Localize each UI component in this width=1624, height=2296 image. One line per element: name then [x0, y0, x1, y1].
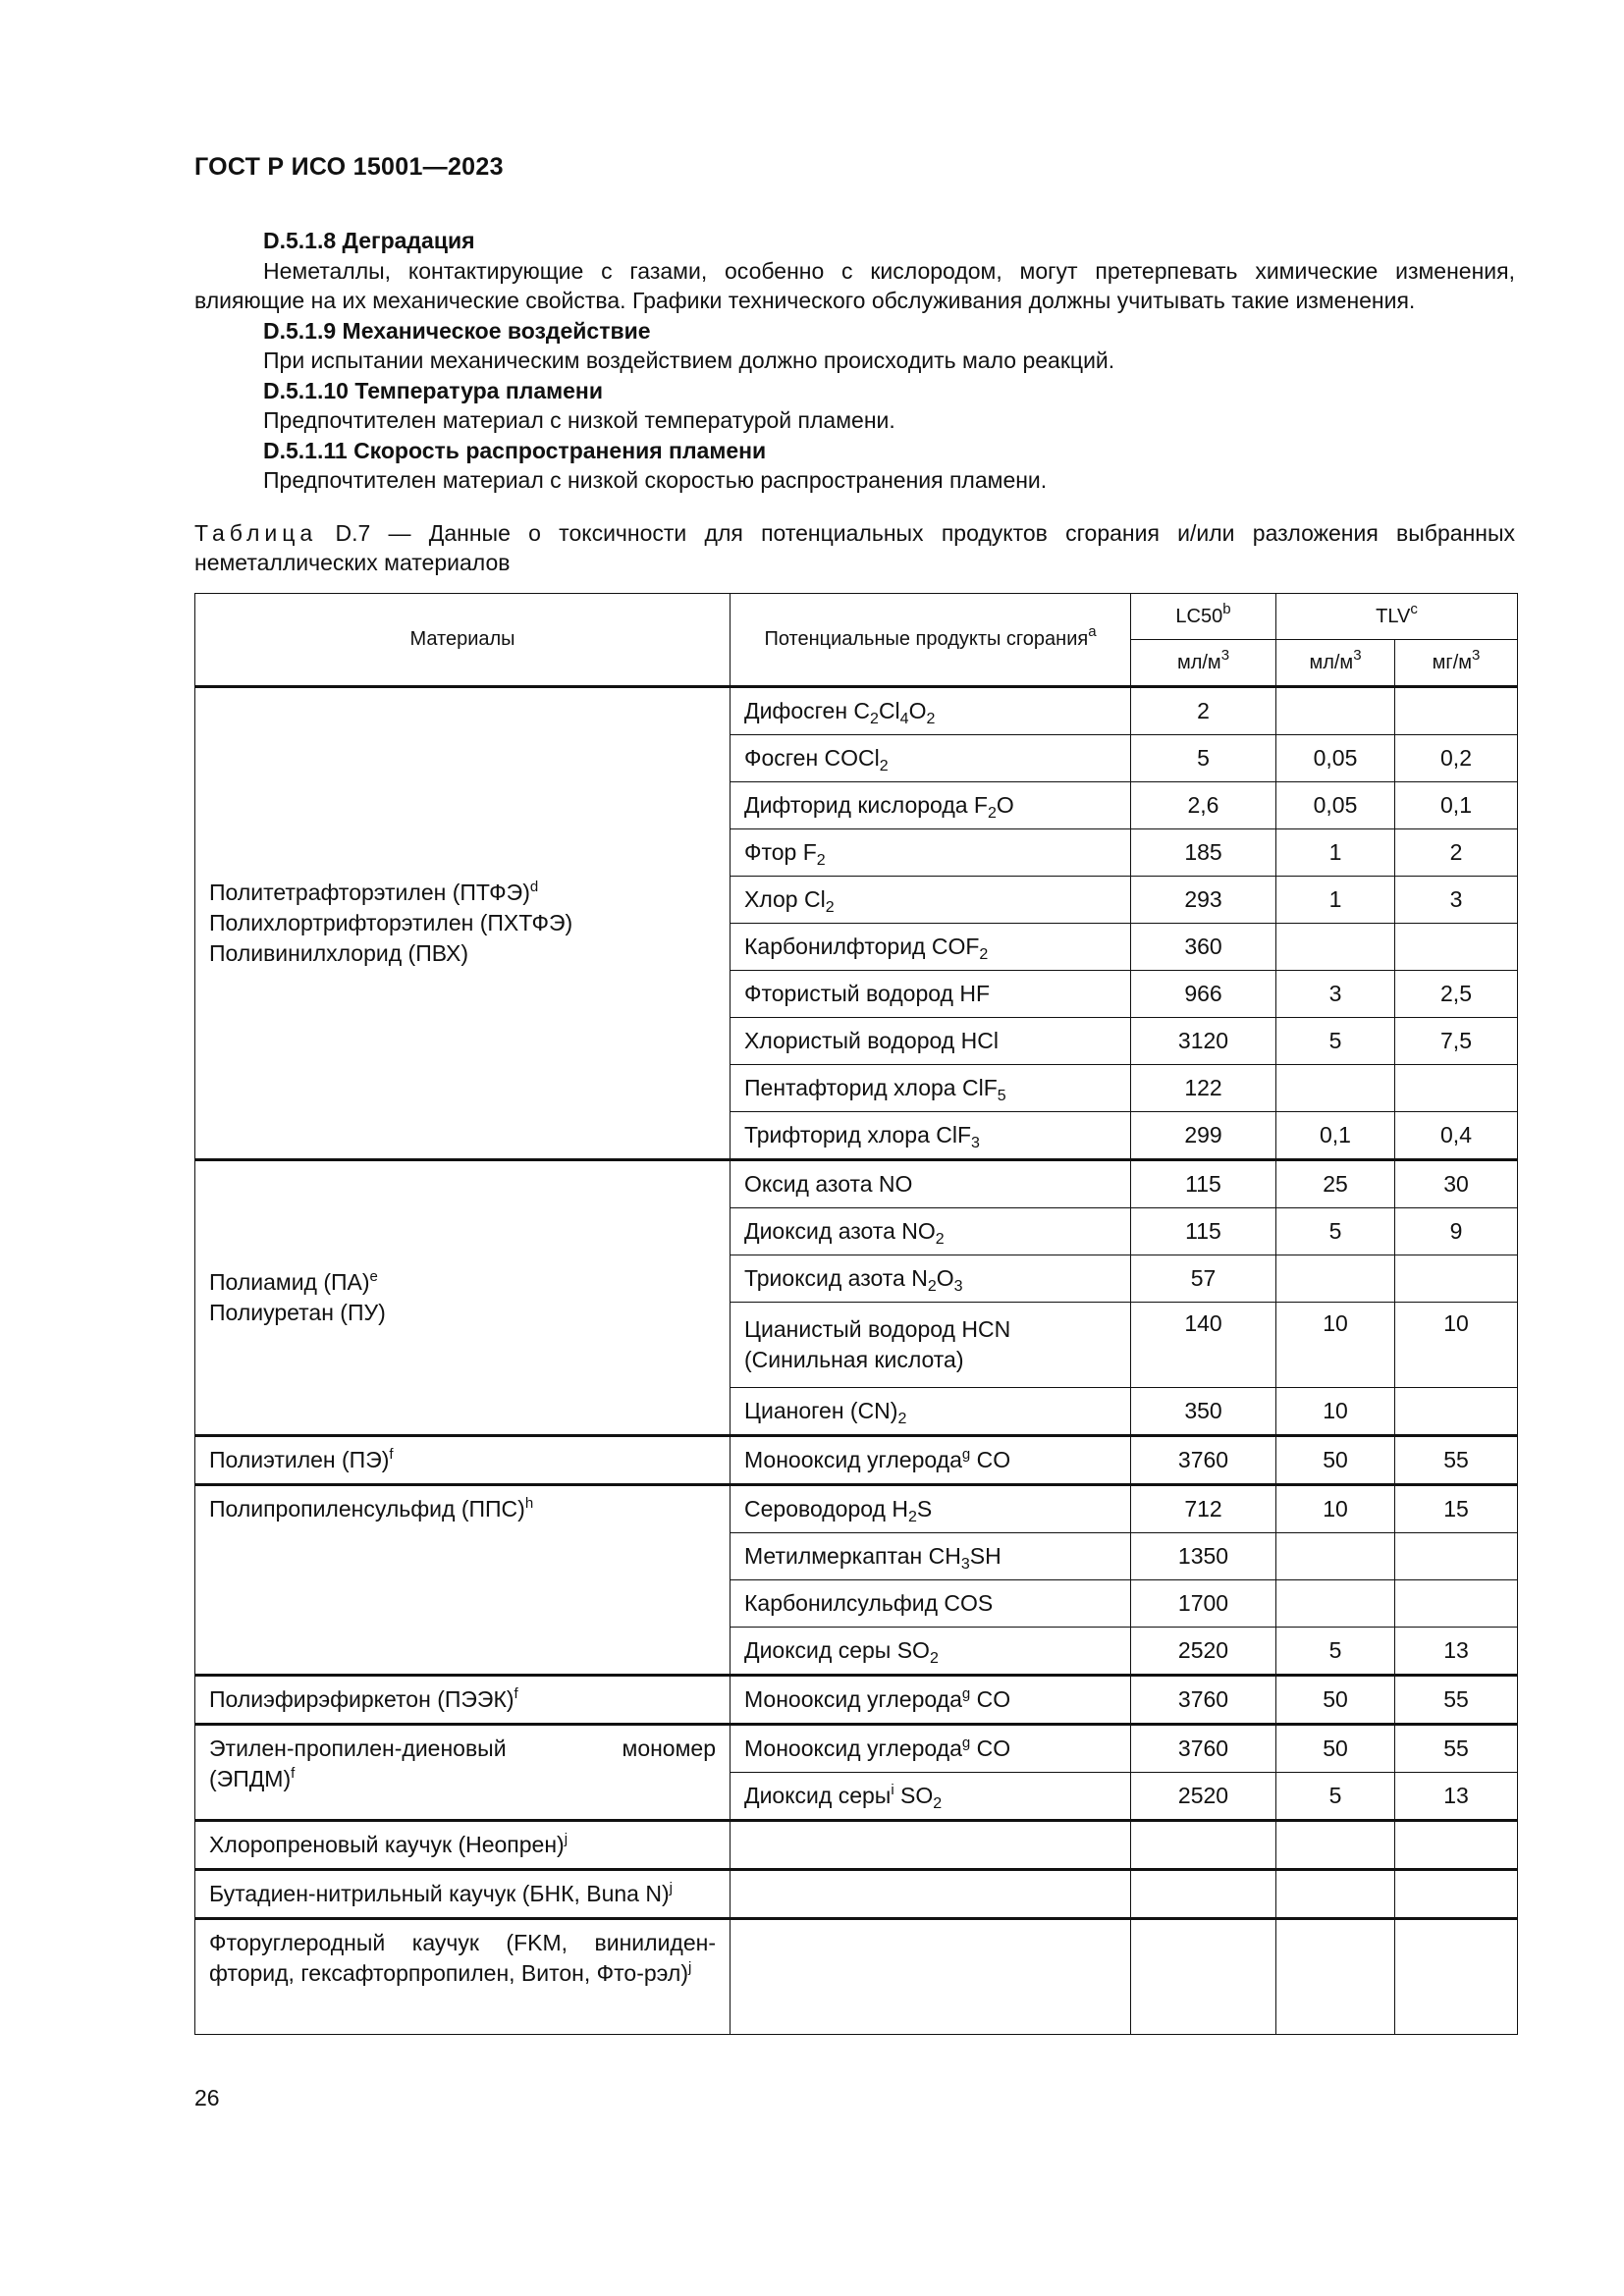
- product-cell: Триоксид азота $N_2O_3$: [731, 1255, 1131, 1303]
- value-cell-lc: 299: [1131, 1112, 1276, 1160]
- product-cell: Оксид азота NO: [731, 1160, 1131, 1208]
- value-cell-lc: 5: [1131, 735, 1276, 782]
- value-cell-lc: 115: [1131, 1160, 1276, 1208]
- material-cell: Бутадиен-нитрильный каучук (БНК, Buna N)$^j$: [195, 1870, 731, 1919]
- value-cell-lc: 1700: [1131, 1580, 1276, 1628]
- material-cell: Полиэтилен (ПЭ)$^f$: [195, 1436, 731, 1485]
- product-cell: Диоксид серы $SO_2$: [731, 1628, 1131, 1676]
- value-cell-ml: 10: [1276, 1485, 1395, 1533]
- material-cell: Полипропиленсульфид (ППС)$^h$: [195, 1485, 731, 1676]
- header-lc50: LC50$^b$: [1131, 594, 1276, 640]
- value-cell-ml: [1276, 1580, 1395, 1628]
- empty-cell: [1131, 1870, 1276, 1919]
- value-cell-ml: [1276, 1255, 1395, 1303]
- section-heading-flame-temp: D.5.1.10 Температура пламени: [263, 377, 603, 403]
- text-section: [194, 226, 1515, 496]
- value-cell-mg: 0,1: [1395, 782, 1518, 829]
- product-cell: Хлор $Cl_2$: [731, 877, 1131, 924]
- value-cell-mg: 3: [1395, 877, 1518, 924]
- empty-cell: [1276, 1821, 1395, 1870]
- value-cell-mg: 55: [1395, 1725, 1518, 1773]
- product-cell: Дифосген $C_2Cl_4O_2$: [731, 687, 1131, 735]
- table-row: [195, 1160, 1518, 1208]
- value-cell-ml: 50: [1276, 1725, 1395, 1773]
- value-cell-lc: 1350: [1131, 1533, 1276, 1580]
- value-cell-mg: [1395, 1065, 1518, 1112]
- product-cell: Фтористый водород HF: [731, 971, 1131, 1018]
- section-text-degradation: Неметаллы, контактирующие с газами, особенно с кислородом, могут претерпевать химические изменения, влияющие на их механические свойства. Графики технического обслуживания должны учитывать такие изменения.: [194, 257, 1515, 313]
- value-cell-ml: 10: [1276, 1388, 1395, 1436]
- empty-cell: [731, 1821, 1131, 1870]
- empty-cell: [1131, 1821, 1276, 1870]
- material-cell: Этилен-пропилен-диеновый мономер (ЭПДМ)$^f$: [195, 1725, 731, 1821]
- value-cell-ml: 0,1: [1276, 1112, 1395, 1160]
- value-cell-lc: 360: [1131, 924, 1276, 971]
- value-cell-lc: 3760: [1131, 1436, 1276, 1485]
- material-cell: Фторуглеродный каучук (FKM, винилиден-фторид, гексафторпропилен, Витон, Фто-рэл)$^j$: [195, 1919, 731, 2035]
- product-cell: Монооксид углерода$^g$ CO: [731, 1676, 1131, 1725]
- value-cell-ml: [1276, 687, 1395, 735]
- value-cell-mg: [1395, 1255, 1518, 1303]
- page-number: 26: [194, 2085, 220, 2110]
- value-cell-mg: 0,4: [1395, 1112, 1518, 1160]
- table-caption: [194, 518, 1515, 577]
- value-cell-mg: 55: [1395, 1676, 1518, 1725]
- table-row: [195, 1436, 1518, 1485]
- material-cell: Политетрафторэтилен (ПТФЭ)$^d$ Полихлортрифторэтилен (ПХТФЭ) Поливинилхлорид (ПВХ): [195, 687, 731, 1160]
- empty-cell: [1395, 1821, 1518, 1870]
- header-tlv: TLV$^c$: [1276, 594, 1518, 640]
- product-cell: Карбонилфторид $COF_2$: [731, 924, 1131, 971]
- product-cell: Метилмеркаптан $CH_3SH$: [731, 1533, 1131, 1580]
- section-heading-flame-spread: D.5.1.11 Скорость распространения пламени: [263, 437, 767, 463]
- value-cell-ml: 5: [1276, 1018, 1395, 1065]
- value-cell-mg: 7,5: [1395, 1018, 1518, 1065]
- value-cell-mg: 30: [1395, 1160, 1518, 1208]
- header-unit-tlv-ml: $мл/м^3$: [1276, 640, 1395, 687]
- product-cell: Диоксид азота $NO_2$: [731, 1208, 1131, 1255]
- value-cell-mg: [1395, 687, 1518, 735]
- value-cell-mg: 9: [1395, 1208, 1518, 1255]
- product-cell: Фосген COCl$_2$: [731, 735, 1131, 782]
- table-caption-label: Таблица: [194, 520, 318, 546]
- header-products: Потенциальные продукты сгорания$^a$: [731, 594, 1131, 687]
- value-cell-ml: 5: [1276, 1208, 1395, 1255]
- value-cell-ml: 3: [1276, 971, 1395, 1018]
- table-row: [195, 687, 1518, 735]
- value-cell-mg: [1395, 1580, 1518, 1628]
- table-row: [195, 1676, 1518, 1725]
- product-cell: Цианистый водород HCN (Синильная кислота): [731, 1303, 1131, 1388]
- value-cell-lc: 712: [1131, 1485, 1276, 1533]
- value-cell-ml: [1276, 1065, 1395, 1112]
- material-cell: Хлоропреновый каучук (Неопрен)$^j$: [195, 1821, 731, 1870]
- value-cell-ml: 0,05: [1276, 782, 1395, 829]
- section-heading-mechanical: D.5.1.9 Механическое воздействие: [263, 317, 651, 344]
- value-cell-lc: 57: [1131, 1255, 1276, 1303]
- value-cell-ml: 50: [1276, 1676, 1395, 1725]
- product-cell: Монооксид углерода$^g$ CO: [731, 1436, 1131, 1485]
- empty-cell: [731, 1919, 1131, 2035]
- value-cell-ml: 1: [1276, 877, 1395, 924]
- material-cell: Полиамид (ПА)$^e$ Полиуретан (ПУ): [195, 1160, 731, 1436]
- toxicity-table: [194, 593, 1518, 2035]
- section-heading-degradation: D.5.1.8 Деградация: [263, 228, 475, 253]
- value-cell-ml: 5: [1276, 1628, 1395, 1676]
- section-text-flame-spread: Предпочтителен материал с низкой скоростью распространения пламени.: [263, 467, 1048, 493]
- value-cell-ml: 25: [1276, 1160, 1395, 1208]
- product-cell: Хлористый водород HCl: [731, 1018, 1131, 1065]
- value-cell-ml: 5: [1276, 1773, 1395, 1821]
- product-cell: Карбонилсульфид COS: [731, 1580, 1131, 1628]
- value-cell-mg: [1395, 924, 1518, 971]
- value-cell-mg: 0,2: [1395, 735, 1518, 782]
- value-cell-lc: 2520: [1131, 1773, 1276, 1821]
- product-cell: Пентафторид хлора ClF$_5$: [731, 1065, 1131, 1112]
- value-cell-mg: 2: [1395, 829, 1518, 877]
- value-cell-mg: 55: [1395, 1436, 1518, 1485]
- value-cell-ml: 10: [1276, 1303, 1395, 1388]
- table-row: [195, 1919, 1518, 2035]
- value-cell-lc: 140: [1131, 1303, 1276, 1388]
- value-cell-mg: 10: [1395, 1303, 1518, 1388]
- value-cell-lc: 2520: [1131, 1628, 1276, 1676]
- product-cell: Сероводород $H_2S$: [731, 1485, 1131, 1533]
- value-cell-mg: 13: [1395, 1773, 1518, 1821]
- value-cell-lc: 122: [1131, 1065, 1276, 1112]
- value-cell-ml: 1: [1276, 829, 1395, 877]
- value-cell-mg: 2,5: [1395, 971, 1518, 1018]
- header-materials: Материалы: [195, 594, 731, 687]
- value-cell-ml: 0,05: [1276, 735, 1395, 782]
- document-header: ГОСТ Р ИСО 15001—2023: [194, 153, 504, 181]
- value-cell-lc: 2,6: [1131, 782, 1276, 829]
- value-cell-lc: 293: [1131, 877, 1276, 924]
- header-unit-lc50: $мл/м^3$: [1131, 640, 1276, 687]
- product-cell: Дифторид кислорода $F_2O$: [731, 782, 1131, 829]
- value-cell-lc: 350: [1131, 1388, 1276, 1436]
- product-cell: Цианоген $(CN)_2$: [731, 1388, 1131, 1436]
- table-row: [195, 1725, 1518, 1773]
- header-unit-tlv-mg: $мг/м^3$: [1395, 640, 1518, 687]
- section-text-mechanical: При испытании механическим воздействием должно происходить мало реакций.: [263, 347, 1115, 373]
- value-cell-lc: 115: [1131, 1208, 1276, 1255]
- empty-cell: [1276, 1870, 1395, 1919]
- value-cell-mg: 13: [1395, 1628, 1518, 1676]
- product-cell: Фтор $F_2$: [731, 829, 1131, 877]
- table-row: [195, 1485, 1518, 1533]
- product-cell: Диоксид серы$^i$ $SO_2$: [731, 1773, 1131, 1821]
- value-cell-lc: 185: [1131, 829, 1276, 877]
- empty-cell: [1395, 1870, 1518, 1919]
- product-cell: Трифторид хлора ClF$_3$: [731, 1112, 1131, 1160]
- value-cell-ml: [1276, 1533, 1395, 1580]
- value-cell-lc: 966: [1131, 971, 1276, 1018]
- table-row: [195, 1821, 1518, 1870]
- table-caption-text: D.7 — Данные о токсичности для потенциальных продуктов сгорания и/или разложения выбранных неметаллических материалов: [194, 520, 1516, 575]
- empty-cell: [1276, 1919, 1395, 2035]
- value-cell-lc: 3760: [1131, 1676, 1276, 1725]
- value-cell-mg: 15: [1395, 1485, 1518, 1533]
- value-cell-lc: 2: [1131, 687, 1276, 735]
- value-cell-mg: [1395, 1533, 1518, 1580]
- value-cell-mg: [1395, 1388, 1518, 1436]
- section-text-flame-temp: Предпочтителен материал с низкой температурой пламени.: [263, 407, 895, 433]
- empty-cell: [1395, 1919, 1518, 2035]
- table-row: [195, 1870, 1518, 1919]
- material-cell: Полиэфирэфиркетон (ПЭЭК)$^f$: [195, 1676, 731, 1725]
- value-cell-lc: 3760: [1131, 1725, 1276, 1773]
- empty-cell: [731, 1870, 1131, 1919]
- value-cell-ml: 50: [1276, 1436, 1395, 1485]
- product-cell: Монооксид углерода$^g$ CO: [731, 1725, 1131, 1773]
- empty-cell: [1131, 1919, 1276, 2035]
- value-cell-ml: [1276, 924, 1395, 971]
- value-cell-lc: 3120: [1131, 1018, 1276, 1065]
